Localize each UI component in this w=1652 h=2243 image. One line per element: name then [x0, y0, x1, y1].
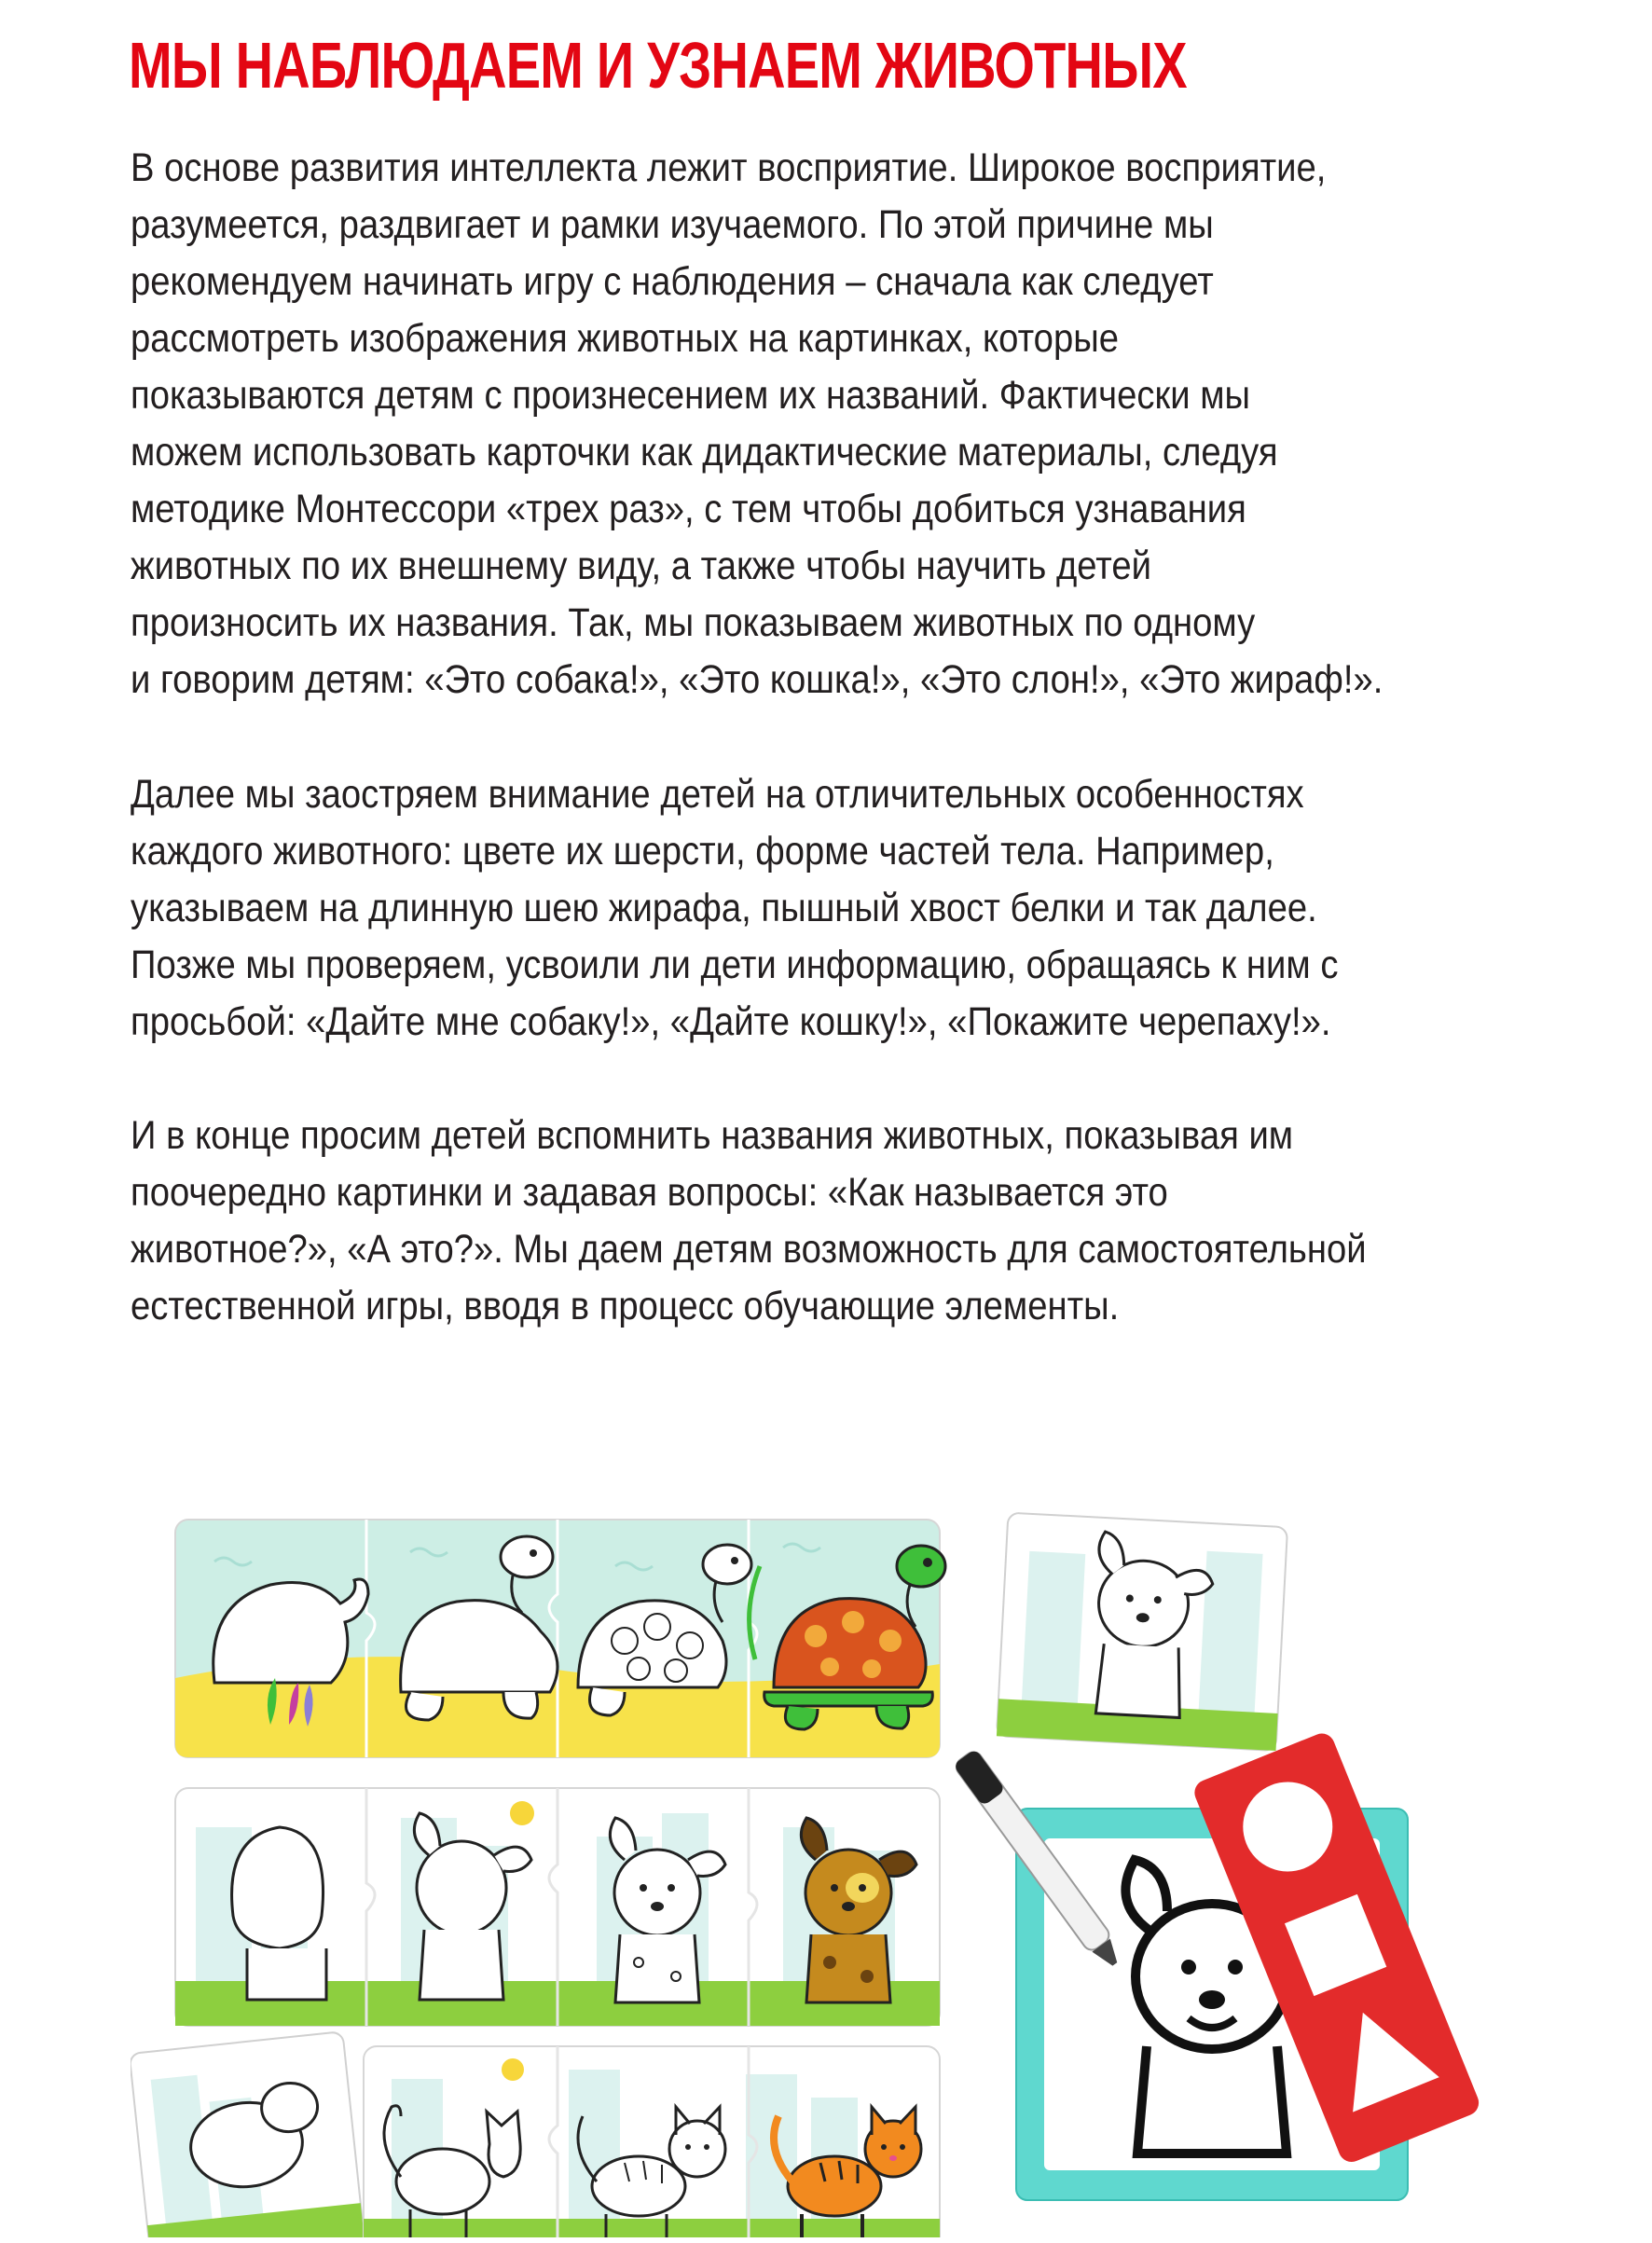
paragraph-intro: [131, 140, 1522, 709]
text-line: поочередно картинки и задавая вопросы: «Как называется это: [131, 1171, 1168, 1215]
text-line: И в конце просим детей вспомнить названия животных, показывая им: [131, 1114, 1294, 1158]
dog-card: [997, 1513, 1287, 1751]
paragraph-details: [131, 766, 1472, 1051]
dog-puzzle-row: [175, 1788, 940, 2026]
text-line: Позже мы проверяем, усвоили ли дети информацию, обращаясь к ним с: [131, 943, 1339, 987]
dog-step-1: [232, 1827, 326, 2000]
turtle-puzzle-row: [175, 1520, 945, 1757]
paragraph-conclusion: [131, 1108, 1504, 1335]
text-line: В основе развития интеллекта лежит восприятие. Широкое восприятие,: [131, 146, 1327, 190]
text-line: методике Монтессори «трех раз», с тем чтобы добиться узнавания: [131, 488, 1246, 531]
text-line: Далее мы заостряем внимание детей на отличительных особенностях: [131, 773, 1304, 817]
text-line: каждого животного: цвете их шерсти, форме частей тела. Например,: [131, 830, 1274, 874]
text-line: указываем на длинную шею жирафа, пышный хвост белки и так далее.: [131, 887, 1317, 930]
text-line: произносить их названия. Так, мы показываем животных по одному: [131, 601, 1256, 645]
text-line: просьбой: «Дайте мне собаку!», «Дайте кошку!», «Покажите черепаху!».: [131, 1000, 1331, 1044]
text-line: можем использовать карточки как дидактические материалы, следуя: [131, 431, 1278, 475]
illustration-svg: [131, 1492, 1548, 2237]
text-line: животное?», «А это?». Мы даем детям возможность для самостоятельной: [131, 1228, 1367, 1272]
text-line: и говорим детям: «Это собака!», «Это кошка!», «Это слон!», «Это жираф!».: [131, 658, 1384, 702]
text-line: разумеется, раздвигает и рамки изучаемого. По этой причине мы: [131, 203, 1214, 247]
text-line: естественной игры, вводя в процесс обучающие элементы.: [131, 1285, 1120, 1328]
text-line: рассмотреть изображения животных на картинках, которые: [131, 317, 1119, 361]
text-line: показываются детям с произнесением их названий. Фактически мы: [131, 374, 1251, 418]
page-title: МЫ НАБЛЮДАЕМ И УЗНАЕМ ЖИВОТНЫХ: [129, 29, 1187, 102]
text-line: животных по их внешнему виду, а также чтобы научить детей: [131, 544, 1152, 588]
product-illustration: [131, 1492, 1548, 2237]
text-line: рекомендуем начинать игру с наблюдения – сначала как следует: [131, 260, 1214, 304]
cat-puzzle-row: [131, 2031, 940, 2237]
